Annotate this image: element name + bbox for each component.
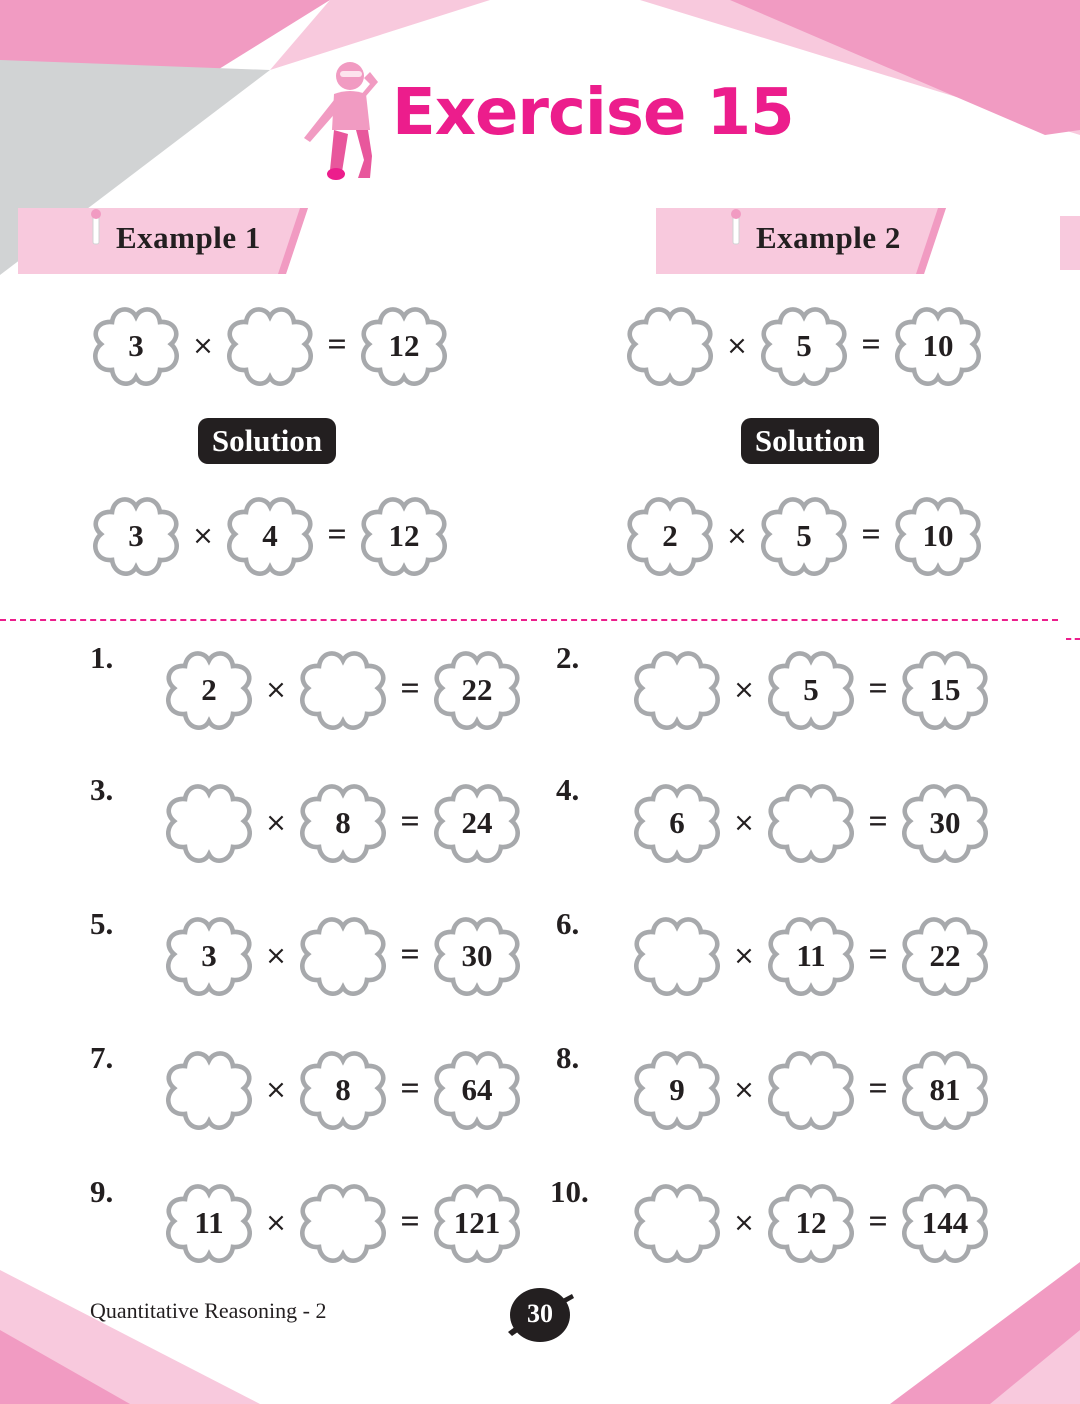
equals-sign: = [400,1070,420,1107]
cloud-second [765,777,857,869]
cloud-second [765,1044,857,1136]
girl-illustration [300,60,390,182]
times-sign: × [265,1208,287,1238]
cloud-answer [899,777,991,869]
cloud-value [631,1177,723,1269]
cloud-answer [431,1177,523,1269]
cloud-first [163,1177,255,1269]
cloud-value [631,910,723,1002]
cloud-second [765,910,857,1002]
cloud-value: 81 [929,1072,961,1107]
cloud-first [163,910,255,1002]
times-sign: × [265,941,287,971]
question-number: 9. [90,1174,114,1209]
cloud-first [90,300,182,392]
equals-sign: = [868,936,888,973]
cloud-second [297,1177,389,1269]
cloud-value: 12 [795,1205,827,1240]
example-1-tab [0,208,310,274]
equals-sign: = [868,803,888,840]
times-sign: × [265,1075,287,1105]
cloud-value: 3 [128,328,144,363]
times-sign: × [192,331,214,361]
times-sign: × [726,521,748,551]
question-number: 3. [90,772,114,807]
cloud-value [297,910,389,1002]
cloud-first [631,644,723,736]
cloud-first [163,644,255,736]
times-sign: × [265,675,287,705]
cloud-value: 22 [461,672,493,707]
question-number: 10. [550,1174,589,1209]
cloud-first [631,777,723,869]
cloud-value: 12 [388,518,420,553]
cloud-value: 4 [262,518,278,553]
cloud-answer [899,910,991,1002]
cloud-second [297,644,389,736]
cloud-value: 9 [669,1072,685,1107]
equals-sign: = [868,1203,888,1240]
equals-sign: = [400,1203,420,1240]
cloud-first [624,490,716,582]
page-number: 30 [527,1299,553,1328]
equals-sign: = [400,803,420,840]
times-sign: × [265,808,287,838]
times-sign: × [733,1075,755,1105]
cloud-first [631,910,723,1002]
cloud-first [163,1044,255,1136]
cloud-value: 121 [453,1205,501,1240]
cloud-value: 12 [388,328,420,363]
times-sign: × [726,331,748,361]
example-1-label: Example 1 [116,220,261,255]
cloud-first [631,1044,723,1136]
cloud-value [163,1044,255,1136]
equals-sign: = [868,670,888,707]
equals-sign: = [327,326,347,363]
cloud-value: 24 [461,805,493,840]
cloud-answer [899,644,991,736]
equals-sign: = [327,516,347,553]
cloud-answer [431,1044,523,1136]
cloud-value [297,644,389,736]
pin-icon [88,208,104,250]
cloud-second [758,490,850,582]
equals-sign: = [861,516,881,553]
cloud-second [224,300,316,392]
solution-badge: Solution [741,418,879,464]
question-number: 1. [90,640,114,675]
cloud-value: 5 [796,518,812,553]
cloud-value: 11 [796,938,826,973]
question-number: 7. [90,1040,114,1075]
cloud-value [224,300,316,392]
page-title: Exercise 15 [392,76,794,150]
times-sign: × [733,941,755,971]
cloud-value: 8 [335,1072,351,1107]
cloud-value: 30 [461,938,493,973]
question-number: 5. [90,906,114,941]
cloud-second [758,300,850,392]
cloud-value: 5 [803,672,819,707]
cloud-value: 144 [921,1205,969,1240]
section-divider-end [1066,638,1080,640]
section-divider [0,619,1058,621]
cloud-value: 2 [662,518,678,553]
equals-sign: = [868,1070,888,1107]
example-2-label: Example 2 [756,220,901,255]
cloud-second [765,644,857,736]
cloud-answer [358,300,450,392]
cloud-value: 10 [922,518,954,553]
cloud-value [163,777,255,869]
tab-edge [1060,216,1080,270]
cloud-answer [892,300,984,392]
example-2-tab [656,208,956,274]
book-title: Quantitative Reasoning - 2 [90,1298,327,1323]
question-number: 8. [556,1040,580,1075]
cloud-second [297,910,389,1002]
times-sign: × [733,808,755,838]
cloud-value: 6 [669,805,685,840]
cloud-value: 3 [201,938,217,973]
equals-sign: = [861,326,881,363]
cloud-answer [358,490,450,582]
cloud-first [163,777,255,869]
cloud-second [297,1044,389,1136]
equals-sign: = [400,936,420,973]
cloud-value: 11 [194,1205,224,1240]
cloud-value: 64 [461,1072,493,1107]
cloud-value: 15 [929,672,961,707]
question-number: 4. [556,772,580,807]
cloud-first [631,1177,723,1269]
cloud-value: 10 [922,328,954,363]
cloud-second [765,1177,857,1269]
cloud-value [297,1177,389,1269]
cloud-value [624,300,716,392]
cloud-first [624,300,716,392]
solution-badge: Solution [198,418,336,464]
cloud-value: 8 [335,805,351,840]
question-number: 6. [556,906,580,941]
times-sign: × [733,1208,755,1238]
times-sign: × [733,675,755,705]
cloud-value: 30 [929,805,961,840]
cloud-value [765,1044,857,1136]
times-sign: × [192,521,214,551]
cloud-answer [892,490,984,582]
cloud-value: 3 [128,518,144,553]
cloud-answer [899,1177,991,1269]
question-number: 2. [556,640,580,675]
cloud-answer [899,1044,991,1136]
cloud-answer [431,777,523,869]
cloud-value: 2 [201,672,217,707]
cloud-first [90,490,182,582]
equals-sign: = [400,670,420,707]
page-number-badge [506,1284,574,1344]
cloud-value: 22 [929,938,961,973]
cloud-second [297,777,389,869]
cloud-value [631,644,723,736]
cloud-second [224,490,316,582]
pin-icon [728,208,744,250]
cloud-value [765,777,857,869]
cloud-answer [431,644,523,736]
cloud-value: 5 [796,328,812,363]
cloud-answer [431,910,523,1002]
